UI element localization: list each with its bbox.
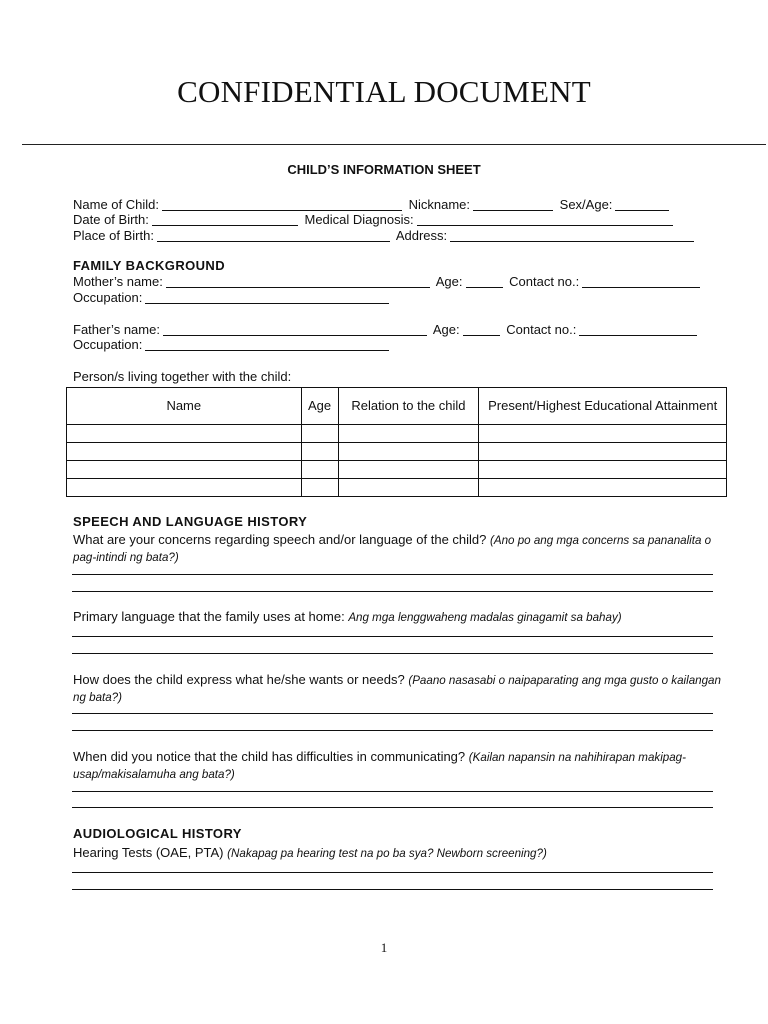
audiological-heading: AUDIOLOGICAL HISTORY: [73, 826, 242, 841]
sheet-title: CHILD’S INFORMATION SHEET: [287, 162, 481, 177]
column-header-name: Name: [67, 388, 302, 425]
title-divider: [22, 144, 766, 145]
sex-age-field[interactable]: [615, 197, 669, 211]
table-cell[interactable]: [67, 461, 302, 479]
table-row: [67, 479, 727, 497]
speech-question-2-english: Primary language that the family uses at home:: [73, 609, 345, 624]
speech-question-4-english: When did you notice that the child has difficulties in communicating?: [73, 749, 466, 764]
column-header-relation: Relation to the child: [338, 388, 479, 425]
medical-diagnosis-field[interactable]: [417, 212, 673, 226]
mother-age-label: Age:: [435, 274, 463, 289]
mother-age-field[interactable]: [466, 274, 503, 288]
table-cell[interactable]: [301, 443, 338, 461]
table-cell[interactable]: [67, 425, 302, 443]
mother-contact-label: Contact no.:: [509, 274, 580, 289]
child-info-row-3: [73, 228, 697, 244]
table-row: [67, 443, 727, 461]
father-name-field[interactable]: [163, 322, 427, 336]
date-of-birth-field[interactable]: [152, 212, 298, 226]
speech-question-2-tagalog: Ang mga lenggwaheng madalas ginagamit sa bahay): [348, 611, 622, 624]
speech-question-3: [73, 672, 723, 706]
nickname-field[interactable]: [473, 197, 553, 211]
table-cell[interactable]: [67, 443, 302, 461]
family-background-heading: FAMILY BACKGROUND: [73, 258, 225, 273]
speech-question-1-tagalog: (Ano po ang mga concerns sa pananalita o pag-intindi ng bata?): [73, 534, 712, 564]
speech-answer-4-line-2[interactable]: [72, 807, 713, 808]
address-label: Address:: [395, 228, 448, 243]
father-contact-label: Contact no.:: [506, 322, 577, 337]
page-number: 1: [380, 940, 388, 955]
speech-answer-2-line-2[interactable]: [72, 653, 713, 654]
father-contact-field[interactable]: [579, 322, 697, 336]
mother-contact-field[interactable]: [582, 274, 700, 288]
speech-language-heading: SPEECH AND LANGUAGE HISTORY: [73, 514, 308, 529]
speech-question-3-english: How does the child express what he/she wants or needs?: [73, 672, 405, 687]
household-header-row: [67, 388, 727, 425]
table-cell[interactable]: [479, 461, 727, 479]
medical-diagnosis-label: Medical Diagnosis:: [304, 212, 414, 227]
speech-question-3-tagalog: (Paano nasasabi o naipaparating ang mga gusto o kailangan ng bata?): [73, 674, 721, 704]
audio-question-1: [73, 845, 723, 862]
place-of-birth-label: Place of Birth:: [73, 228, 154, 243]
father-age-label: Age:: [432, 322, 460, 337]
table-cell[interactable]: [67, 479, 302, 497]
child-info-row-1: [73, 197, 672, 213]
father-row: [73, 322, 700, 338]
document-title: CONFIDENTIAL DOCUMENT: [177, 74, 591, 109]
speech-answer-3-line-1[interactable]: [72, 713, 713, 714]
table-cell[interactable]: [301, 461, 338, 479]
speech-answer-4-line-1[interactable]: [72, 791, 713, 792]
speech-answer-1-line-1[interactable]: [72, 574, 713, 575]
column-header-age: Age: [301, 388, 338, 425]
mother-occupation-row: [73, 290, 392, 306]
table-cell[interactable]: [479, 443, 727, 461]
audio-question-1-english: Hearing Tests (OAE, PTA): [73, 845, 224, 860]
column-header-education: Present/Highest Educational Attainment: [479, 388, 727, 425]
father-occupation-row: [73, 337, 392, 353]
speech-question-4: [73, 749, 723, 783]
name-of-child-field[interactable]: [162, 197, 402, 211]
household-intro: Person/s living together with the child:: [73, 369, 292, 384]
mother-row: [73, 274, 703, 290]
table-cell[interactable]: [338, 425, 479, 443]
mother-occupation-label: Occupation:: [73, 290, 143, 305]
child-info-row-2: [73, 212, 676, 228]
date-of-birth-label: Date of Birth:: [73, 212, 149, 227]
table-cell[interactable]: [338, 443, 479, 461]
table-cell[interactable]: [301, 479, 338, 497]
mother-name-field[interactable]: [166, 274, 430, 288]
father-name-label: Father’s name:: [73, 322, 160, 337]
nickname-label: Nickname:: [408, 197, 471, 212]
speech-question-4-tagalog: (Kailan napansin na nahihirapan makipag-usap/makisalamuha ang bata?): [73, 751, 686, 781]
audio-question-1-tagalog: (Nakapag pa hearing test na po ba sya? Newborn screening?): [227, 847, 547, 860]
table-cell[interactable]: [301, 425, 338, 443]
name-of-child-label: Name of Child:: [73, 197, 159, 212]
table-cell[interactable]: [338, 461, 479, 479]
table-row: [67, 425, 727, 443]
household-table: [66, 387, 727, 497]
table-cell[interactable]: [479, 479, 727, 497]
father-age-field[interactable]: [463, 322, 500, 336]
speech-answer-2-line-1[interactable]: [72, 636, 713, 637]
sex-age-label: Sex/Age:: [559, 197, 613, 212]
speech-answer-1-line-2[interactable]: [72, 591, 713, 592]
speech-question-1: [73, 532, 723, 566]
father-occupation-field[interactable]: [145, 337, 389, 351]
father-occupation-label: Occupation:: [73, 337, 143, 352]
audio-answer-1-line-1[interactable]: [72, 872, 713, 873]
table-cell[interactable]: [338, 479, 479, 497]
audio-answer-1-line-2[interactable]: [72, 889, 713, 890]
speech-answer-3-line-2[interactable]: [72, 730, 713, 731]
address-field[interactable]: [450, 228, 694, 242]
table-row: [67, 461, 727, 479]
mother-occupation-field[interactable]: [145, 290, 389, 304]
speech-question-2: [73, 609, 723, 626]
mother-name-label: Mother’s name:: [73, 274, 163, 289]
speech-question-1-english: What are your concerns regarding speech and/or language of the child?: [73, 532, 487, 547]
place-of-birth-field[interactable]: [157, 228, 390, 242]
table-cell[interactable]: [479, 425, 727, 443]
